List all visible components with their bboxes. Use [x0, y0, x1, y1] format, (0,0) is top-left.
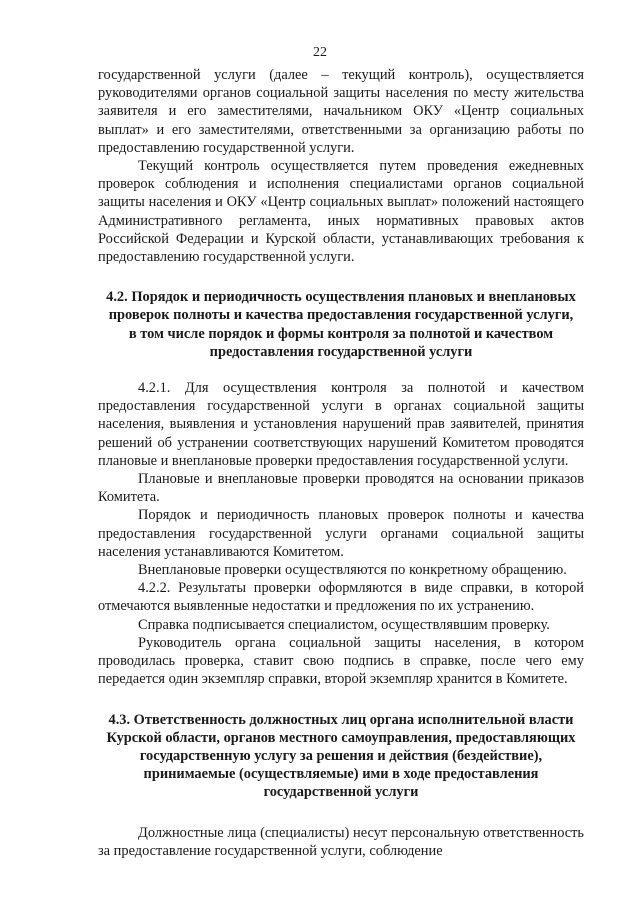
spacer [98, 361, 584, 379]
paragraph-unplanned-inspections: Внеплановые проверки осуществляются по конкретному обращению. [138, 562, 567, 579]
section-heading-4-2: 4.2. Порядок и периодичность осуществления плановых и внеплановых проверок полноты и качества предоставления государственной услуги, в том числе порядок и формы контроля за полнотой и качеством предоставления государственной услуги [106, 289, 576, 360]
page-number: 22 [313, 45, 327, 60]
section-heading-4-3: 4.3. Ответственность должностных лиц органа исполнительной власти Курской области, органов местного самоуправления, предоставляющих государственную услугу за решения и действия (бездействие), принимаемые (осуществляемые) ими в ходе предоставления государственной услуги [106, 711, 576, 801]
paragraph-officials-responsibility: Должностные лица (специалисты) несут персональную ответственность за предоставление государственной услуги, соблюдение [98, 824, 584, 859]
paragraph-inspections-basis: Плановые и внеплановые проверки проводятся на основании приказов Комитета. [98, 471, 584, 506]
paragraph-certificate-signing: Справка подписывается специалистом, осуществлявшим проверку. [138, 616, 550, 633]
paragraph-4-2-2: 4.2.2. Результаты проверки оформляются в виде справки, в которой отмечаются выявленные недостатки и предложения по их устранению. [98, 580, 584, 615]
paragraph-4-2-1: 4.2.1. Для осуществления контроля за полнотой и качеством предоставления государственной услуги в органах социальной защиты населения, выявления и установления нарушений прав заявителей, принятия решений об устранении соответствующих нарушений Комитетом проводятся плановые и внеплановые проверки предоставления государственной услуги. [98, 380, 584, 469]
paragraph-current-control-description: Текущий контроль осуществляется путем проведения ежедневных проверок соблюдения и исполнения специалистами органов социальной защиты населения и ОКУ «Центр социальных выплат» положений настоящего Административного регламента, иных нормативных правовых актов Российской Федерации и Курской области, устанавливающих требования к предоставлению государственной услуги. [98, 158, 584, 266]
document-body [98, 66, 584, 860]
paragraph-head-signature: Руководитель органа социальной защиты населения, в котором проводилась проверка, ставит свою подпись в справке, после чего ему передается один экземпляр справки, второй экземпляр хранится в Комитете. [98, 634, 584, 688]
spacer [98, 266, 584, 288]
spacer [98, 689, 584, 711]
paragraph-current-control-continuation: государственной услуги (далее – текущий контроль), осуществляется руководителями органов социальной защиты населения по месту жительства заявителя и его заместителями, начальником ОКУ «Центр социальных выплат» и его заместителями, ответственными за организацию работы по предоставлению государственной услуги. [98, 67, 584, 156]
spacer [98, 802, 584, 824]
paragraph-planned-inspections-order: Порядок и периодичность плановых проверок полноты и качества предоставления государственной услуги органами социальной защиты населения устанавливаются Комитетом. [98, 507, 584, 560]
